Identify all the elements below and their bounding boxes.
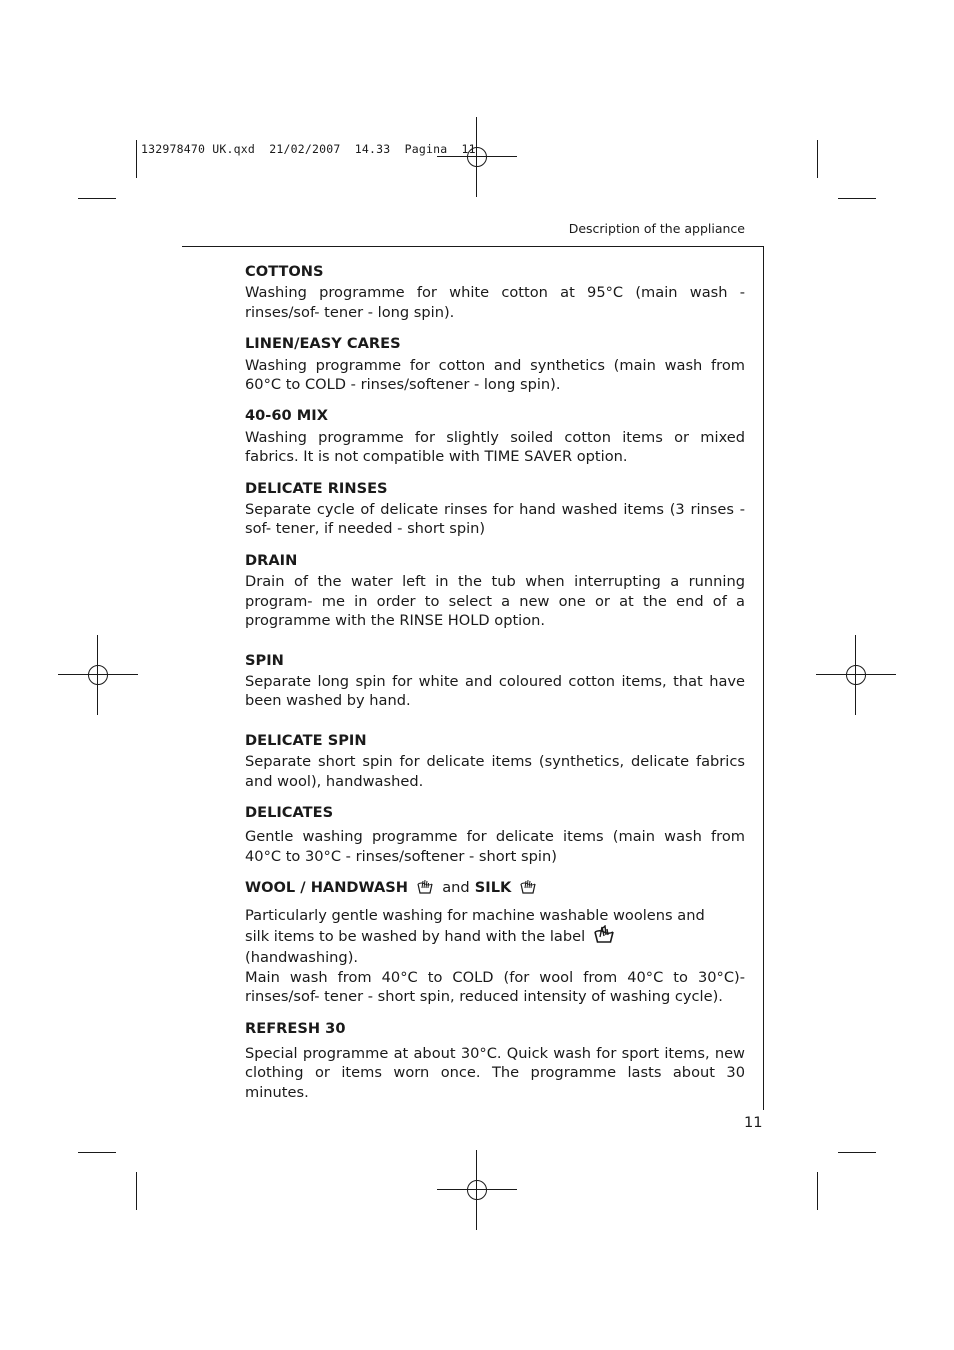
- section-40-60-mix: [245, 406, 745, 466]
- print-slug: 132978470 UK.qxd 21/02/2007 14.33 Pagina 11: [141, 142, 476, 156]
- section-title: COTTONS: [245, 263, 324, 280]
- and-word: and: [442, 879, 470, 897]
- section-title: LINEN/EASY CARES: [245, 335, 401, 353]
- section-title: DELICATES: [245, 803, 334, 821]
- section-body: Main wash from 40°C to COLD (for wool from 40°C to 30°C)- rinses/sof- tener - short spin, reduced intensity of washing cycle).: [245, 968, 745, 1006]
- section-refresh-30: [245, 1019, 745, 1103]
- crop-mark-bottom-left-h: [78, 1152, 116, 1153]
- section-body: Washing programme for cotton and synthetics (main wash from 60°C to COLD - rinses/softener - long spin).: [245, 356, 745, 394]
- section-title: DELICATE RINSES: [245, 479, 388, 497]
- section-title: SPIN: [245, 651, 284, 669]
- header-rule: [182, 246, 764, 247]
- section-title: 40-60 MIX: [245, 407, 328, 425]
- silk-title: SILK: [474, 879, 512, 897]
- section-body: Special programme at about 30°C. Quick wash for sport items, new clothing or items worn once. The programme lasts about 30 minutes.: [245, 1045, 745, 1101]
- section-drain: [245, 551, 745, 631]
- programme-descriptions: [245, 262, 745, 1114]
- wool-title: WOOL / HANDWASH: [245, 879, 408, 897]
- section-body: Drain of the water left in the tub when interrupting a running program- me in order to select a new one or at the end of a programme with the RINSE HOLD option.: [245, 573, 745, 630]
- registration-mark-icon: [58, 635, 138, 715]
- handwash-icon: [594, 925, 614, 948]
- section-body: Gentle washing programme for delicate items (main wash from 40°C to 30°C - rinses/softener - short spin): [245, 828, 745, 865]
- section-title: REFRESH 30: [245, 1019, 346, 1037]
- crop-mark-top-left-h: [78, 198, 116, 199]
- crop-mark-top-right-h: [838, 198, 876, 199]
- section-linen-easy-cares: [245, 334, 745, 394]
- section-title: DELICATE SPIN: [245, 731, 367, 749]
- section-delicate-spin: [245, 731, 745, 791]
- crop-mark-top-right-v: [817, 140, 818, 178]
- section-spin: [245, 651, 745, 711]
- crop-mark-bottom-right-h: [838, 1152, 876, 1153]
- section-body: Washing programme for slightly soiled cotton items or mixed fabrics. It is not compatible with TIME SAVER option.: [245, 428, 745, 466]
- crop-mark-bottom-right-v: [817, 1172, 818, 1210]
- section-title: [245, 878, 745, 899]
- section-delicate-rinses: [245, 479, 745, 539]
- margin-rule: [763, 246, 764, 1110]
- section-title: DRAIN: [245, 551, 298, 569]
- page-number: 11: [744, 1114, 763, 1131]
- registration-mark-icon: [437, 1150, 517, 1230]
- registration-mark-icon: [437, 117, 517, 197]
- page-header-title: Description of the appliance: [568, 221, 745, 236]
- wool-body-2: (handwashing).: [245, 949, 359, 967]
- section-body: Washing programme for white cotton at 95°C (main wash - rinses/sof- tener - long spin).: [245, 284, 745, 321]
- section-body: Separate short spin for delicate items (synthetics, delicate fabrics and wool), handwashed.: [245, 753, 745, 790]
- section-wool-handwash-silk: [245, 878, 745, 1006]
- section-delicates: [245, 803, 745, 866]
- handwash-icon: [417, 878, 433, 899]
- registration-mark-icon: [816, 635, 896, 715]
- section-body: Separate long spin for white and coloured cotton items, that have been washed by hand.: [245, 672, 745, 710]
- section-cottons: [245, 262, 745, 322]
- handwash-icon: [520, 878, 536, 899]
- section-body: [245, 906, 721, 968]
- crop-mark-top-left-v: [136, 140, 137, 178]
- wool-body-1: Particularly gentle washing for machine washable woolens and silk items to be washed by hand with the label: [245, 906, 705, 945]
- section-body: Separate cycle of delicate rinses for hand washed items (3 rinses - sof- tener, if needed - short spin): [245, 501, 745, 538]
- crop-mark-bottom-left-v: [136, 1172, 137, 1210]
